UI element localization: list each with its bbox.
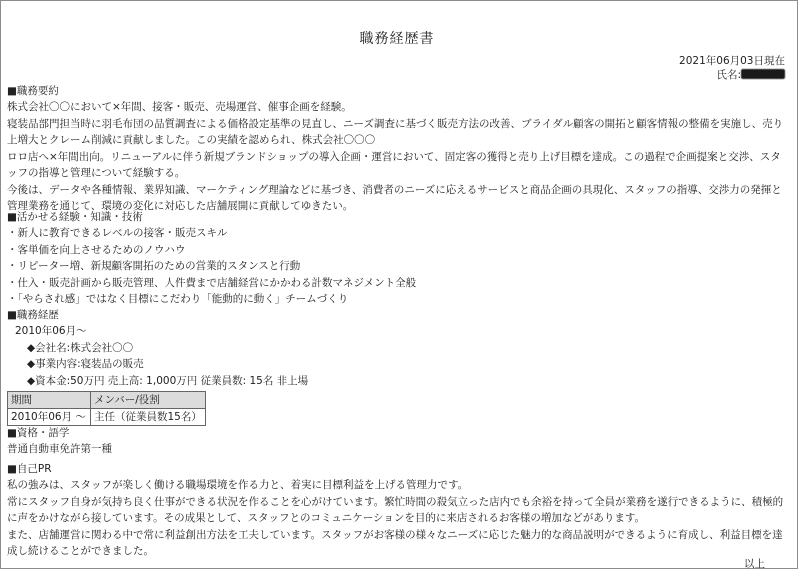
redacted-name [741,69,785,79]
career-period: 2010年06月～ [15,325,87,337]
summary-line: ロロ店へ×年間出向。リニューアルに伴う新規ブランドショップの導入企画・運営において、固定客の獲得と売り上げ目標を達成。この過程で企画提案と交渉、スタッフの指導と管理について経験する。 [7,150,781,179]
career-table [7,391,206,426]
table-row [8,409,206,426]
summary-heading: ■職務要約 [7,85,59,97]
name-row [716,67,785,82]
summary-line: 今後は、データや各種情報、業界知識、マーケティング理論などに基づき、消費者のニーズに応えるサービスと商品企画の具現化、スタッフの指導、交渉力の発揮と管理業務を通じて、環境の変化に対応した店舗展開に貢献してゆきたい。 [7,183,782,212]
header-role: メンバー/役割 [91,392,206,409]
pr-heading: ■自己PR [7,463,52,475]
name-label: 氏名: [716,69,741,81]
row-role: 主任（従業員数15名） [91,409,206,426]
skill-item: ・仕入・販売計画から販売管理、人件費まで店舗経営にかかわる計数マネジメント全般 [7,276,417,289]
pr-line: 私の強みは、スタッフが楽しく働ける職場環境を作る力と、着実に目標利益を上げる管理力です。 [7,479,469,491]
summary-line: 寝装品部門担当時に羽毛布団の品質調査による価格設定基準の見直し、ニーズ調査に基づく販売方法の改善、ブライダル顧客の開拓と顧客情報の整備を実施し、売り上増大とクレーム削減に貢献しました。この実績を認められ、株式会社〇〇〇 [7,117,784,146]
qualification-item: 普通自動車免許第一種 [7,443,112,455]
career-table-header [8,392,206,409]
career-company: ◆会社名:株式会社〇〇 [27,341,134,354]
skill-item: ・客単価を向上させるためのノウハウ [7,243,186,256]
career-capital: ◆資本金:50万円 売上高: 1,000万円 従業員数: 15名 非上場 [27,374,309,387]
document-date: 2021年06月03日現在 [679,55,785,67]
pr-line: 常にスタッフ自身が気持ち良く仕事ができる状況を作ることを心がけています。繁忙時間の殺気立った店内でも余裕を持って全員が業務を遂行できるように、積極的に声をかけながら接しています。その成果として、スタッフとのコミュニケーションを目的に来店されるお客様の増加などがあります。 [7,495,784,524]
skill-item: ・リピーター増、新規顧客開拓のための営業的スタンスと行動 [7,260,301,272]
pr-line: また、店舗運営に関わる中で常に利益創出方法を工夫しています。スタッフがお客様の様々なニーズに応じた魅力的な商品説明ができるように育成し、利益目標を達成し続けることができました。 [7,528,783,557]
qualifications-section [7,426,787,458]
summary-section [7,84,787,215]
pr-section [7,462,787,560]
career-heading: ■職務経歴 [7,309,59,321]
skill-item: ・新人に教育できるレベルの接客・販売スキル [7,227,228,239]
closing-text: 以上 [744,558,765,570]
career-section [7,308,787,426]
summary-line: 株式会社〇〇において×年間、接客・販売、売場運営、催事企画を経験。 [7,101,352,113]
career-business: ◆事業内容:寝装品の販売 [27,358,144,370]
skills-heading: ■活かせる経験・知識・技術 [7,211,143,223]
skills-section [7,210,787,308]
header-period: 期間 [8,392,91,409]
qualifications-heading: ■資格・語学 [7,427,70,439]
page-title: 職務経歴書 [359,31,435,47]
skill-item: ・「やらされ感」ではなく目標にこだわり「能動的に動く」チームづくり [7,293,349,305]
row-period: 2010年06月 ～ [8,409,91,426]
